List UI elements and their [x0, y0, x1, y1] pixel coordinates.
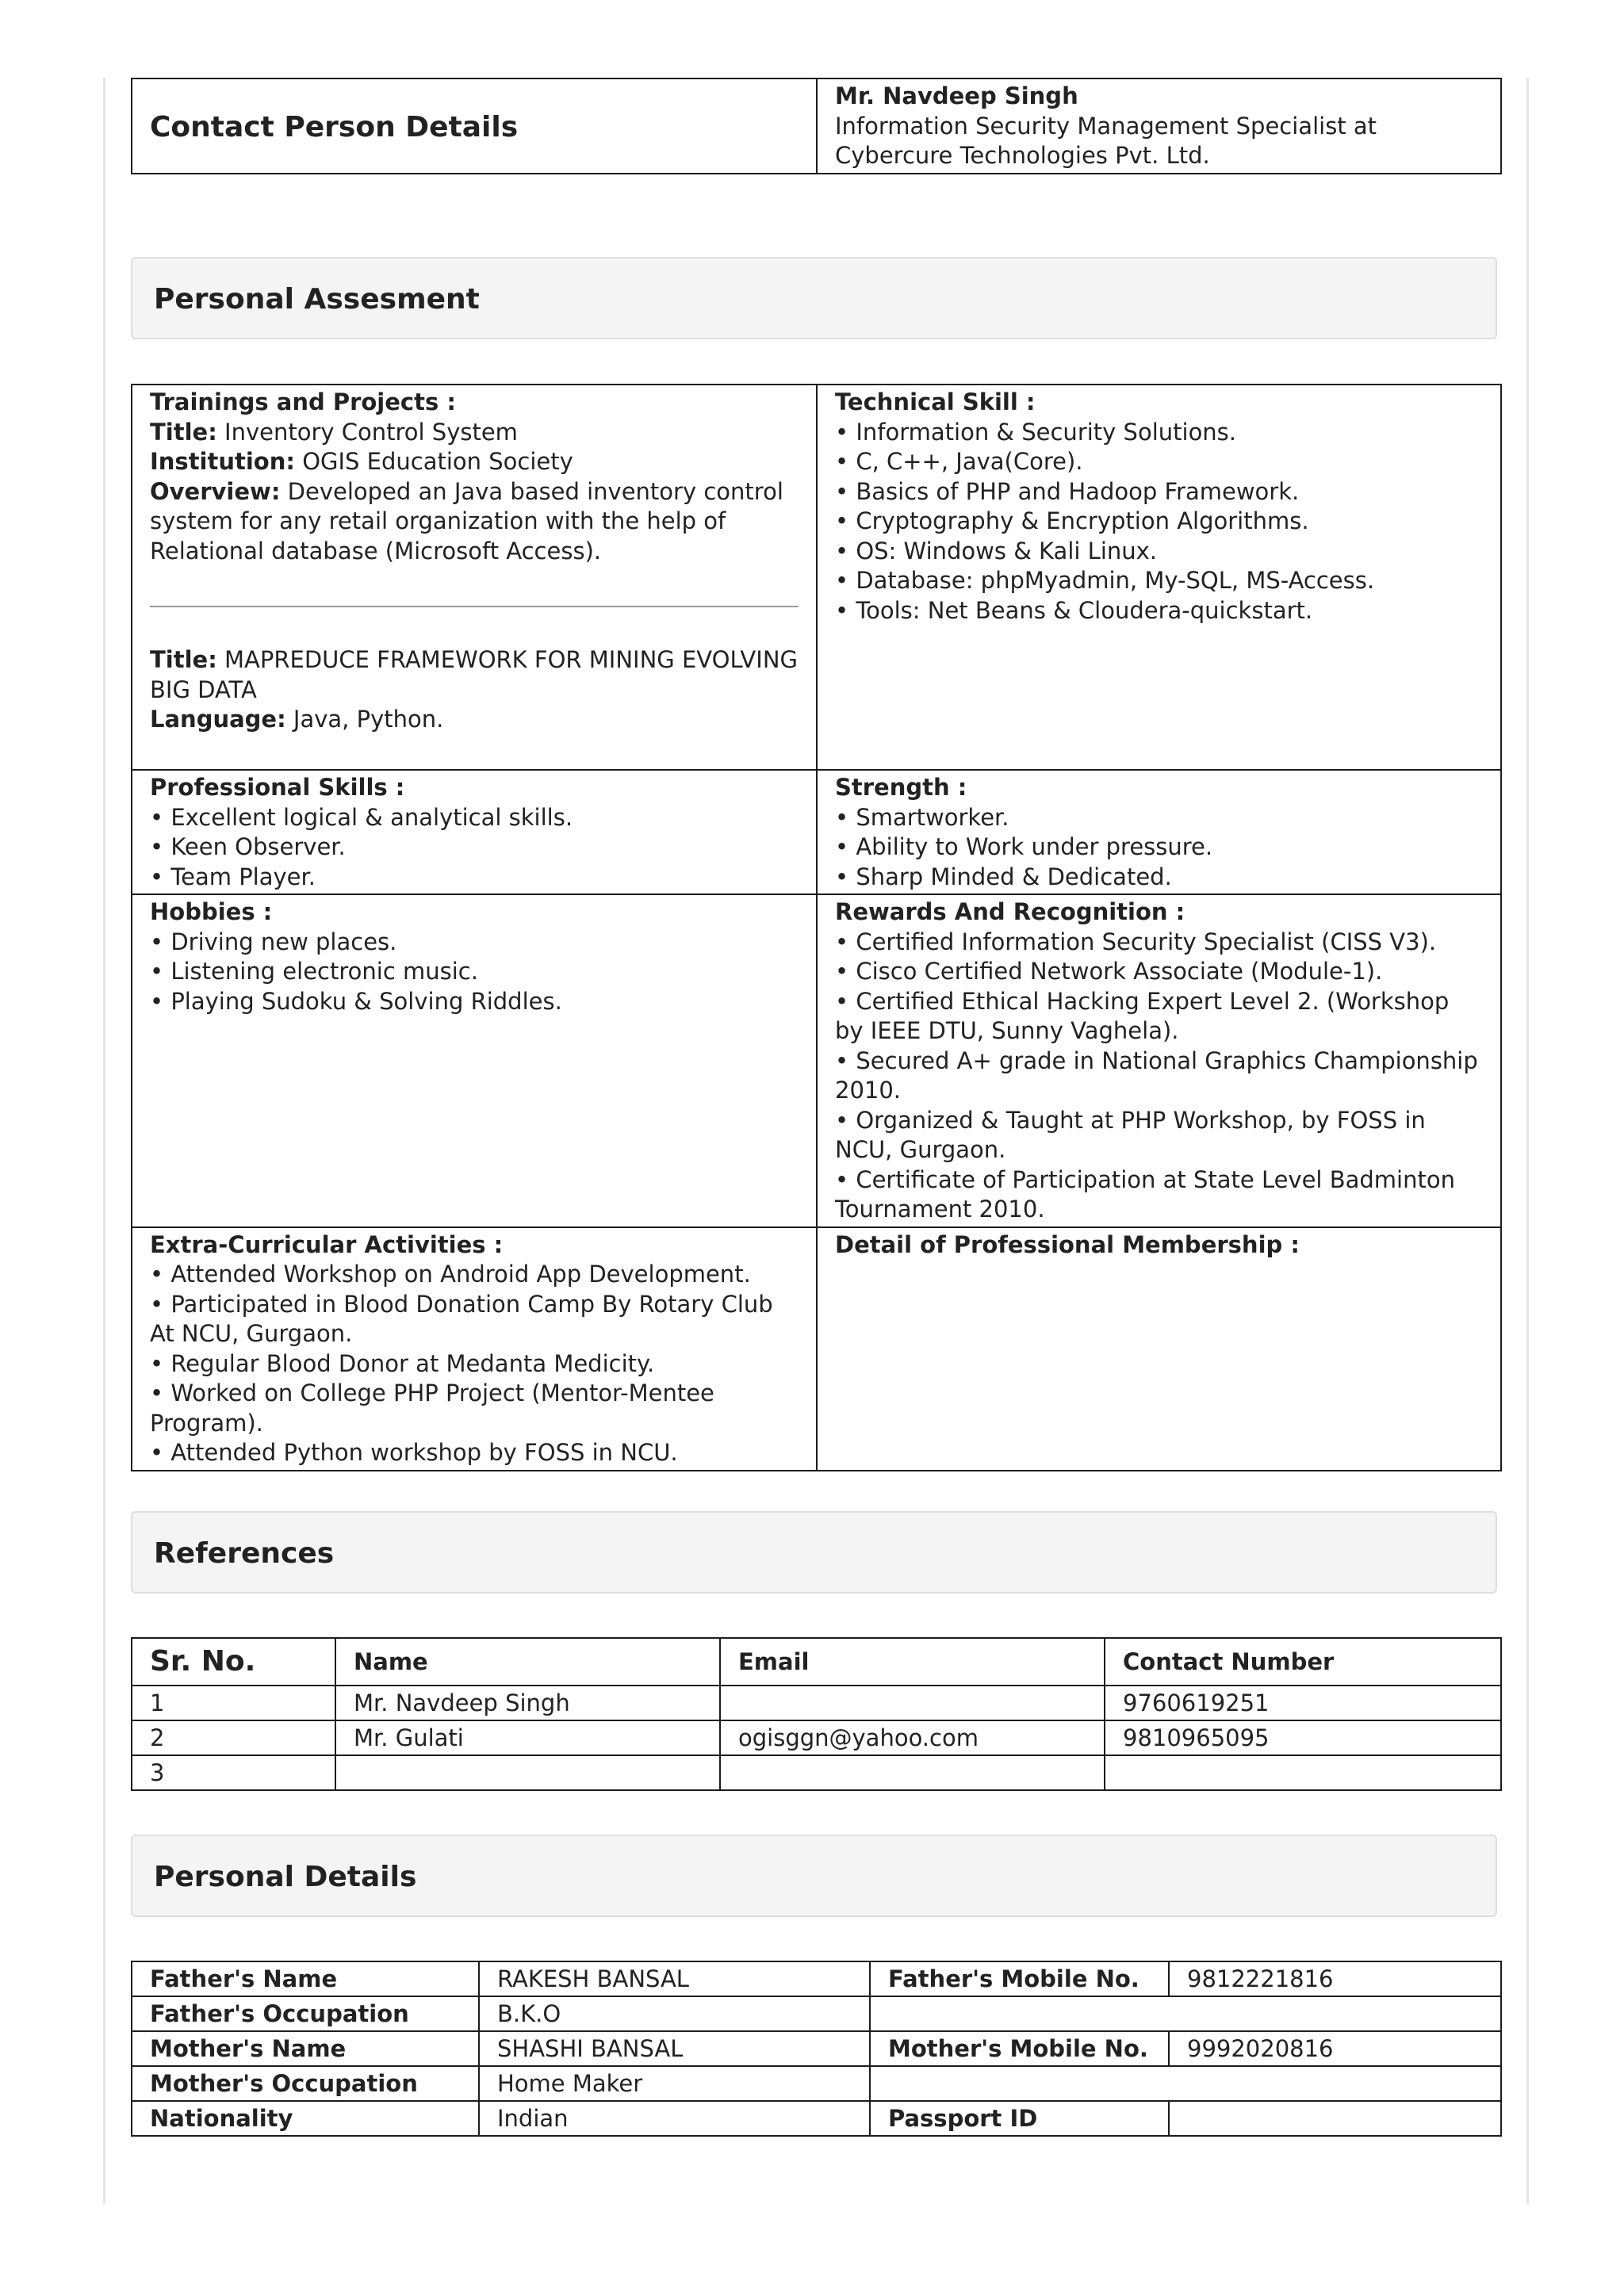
assessment-row-2	[132, 770, 1501, 894]
table-row	[132, 2031, 1501, 2066]
fathers-occupation-value: B.K.O	[479, 1996, 870, 2031]
fathers-name-value: RAKESH BANSAL	[479, 1961, 870, 1996]
ref-name: Mr. Navdeep Singh	[335, 1686, 720, 1720]
mothers-occupation-label: Mother's Occupation	[132, 2066, 479, 2101]
professional-skill-item: • Keen Observer.	[150, 833, 346, 860]
project2-language	[150, 705, 799, 735]
assessment-row-1	[132, 385, 1501, 770]
project2-language-label: Language:	[150, 706, 286, 733]
technical-skill-item: • Cryptography & Encryption Algorithms.	[835, 507, 1309, 534]
technical-skill-item: • Basics of PHP and Hadoop Framework.	[835, 477, 1300, 505]
extra-curricular-item: • Attended Workshop on Android App Development.	[150, 1261, 751, 1288]
fathers-occupation-label: Father's Occupation	[132, 1996, 479, 2031]
table-row	[132, 1755, 1501, 1790]
nationality-value: Indian	[479, 2101, 870, 2136]
ref-name	[335, 1755, 720, 1790]
professional-skills-heading: Professional Skills :	[150, 774, 405, 801]
personal-assessment-heading: Personal Assesment	[131, 257, 1497, 339]
project1-title	[150, 418, 799, 448]
project1-institution-label: Institution:	[150, 448, 295, 475]
references-table	[131, 1637, 1502, 1791]
project1-institution	[150, 447, 799, 477]
fathers-mobile-value: 9812221816	[1169, 1961, 1501, 1996]
reward-item: • Certificate of Participation at State Level Badminton Tournament 2010.	[835, 1165, 1455, 1223]
assessment-row-4	[132, 1227, 1501, 1471]
table-row	[132, 1996, 1501, 2031]
technical-skill-heading: Technical Skill :	[835, 388, 1036, 415]
hobby-item: • Playing Sudoku & Solving Riddles.	[150, 987, 562, 1015]
ref-contact: 9760619251	[1105, 1686, 1501, 1720]
project-divider	[150, 606, 799, 607]
table-row	[132, 1961, 1501, 1996]
extra-curricular-item: • Regular Blood Donor at Medanta Medicity.	[150, 1349, 655, 1377]
project1-title-value: Inventory Control System	[224, 418, 518, 446]
fathers-mobile-label: Father's Mobile No.	[870, 1961, 1169, 1996]
col-sr-no: Sr. No.	[132, 1638, 335, 1686]
hobby-item: • Listening electronic music.	[150, 958, 478, 985]
table-row	[132, 2101, 1501, 2136]
mothers-mobile-label: Mother's Mobile No.	[870, 2031, 1169, 2066]
strength-cell	[817, 770, 1501, 894]
technical-skill-item: • Database: phpMyadmin, My-SQL, MS-Access.	[835, 567, 1375, 594]
technical-skill-cell	[817, 385, 1501, 770]
professional-skill-item: • Excellent logical & analytical skills.	[150, 803, 573, 831]
strength-item: • Smartworker.	[835, 803, 1009, 831]
contact-person-table	[131, 78, 1502, 174]
contact-person-designation: Information Security Management Specialist at Cybercure Technologies Pvt. Ltd.	[835, 112, 1377, 169]
table-row	[132, 1720, 1501, 1755]
extra-curricular-item: • Attended Python workshop by FOSS in NCU.	[150, 1439, 678, 1466]
col-name: Name	[335, 1638, 720, 1686]
mothers-occupation-value: Home Maker	[479, 2066, 870, 2101]
membership-cell	[817, 1227, 1501, 1471]
project2-title-label: Title:	[150, 646, 217, 673]
personal-details-heading: Personal Details	[131, 1835, 1497, 1917]
empty-cell	[870, 2066, 1501, 2101]
rewards-cell	[817, 894, 1501, 1227]
extra-curricular-item: • Participated in Blood Donation Camp By Rotary Club At NCU, Gurgaon.	[150, 1290, 773, 1347]
personal-details-table	[131, 1961, 1502, 2137]
assessment-row-3	[132, 894, 1501, 1227]
contact-person-info	[817, 78, 1501, 174]
rewards-heading: Rewards And Recognition :	[835, 898, 1185, 925]
contact-person-row	[132, 78, 1501, 174]
hobby-item: • Driving new places.	[150, 928, 397, 955]
empty-cell	[870, 1996, 1501, 2031]
project1-institution-value: OGIS Education Society	[302, 448, 573, 475]
col-email: Email	[720, 1638, 1105, 1686]
project2-title-value: MAPREDUCE FRAMEWORK FOR MINING EVOLVING BIG DATA	[150, 646, 798, 703]
personal-assessment-table	[131, 384, 1502, 1471]
technical-skill-item: • OS: Windows & Kali Linux.	[835, 537, 1158, 564]
professional-skills-cell	[132, 770, 817, 894]
fathers-name-label: Father's Name	[132, 1961, 479, 1996]
ref-email	[720, 1755, 1105, 1790]
extra-curricular-cell	[132, 1227, 817, 1471]
reward-item: • Organized & Taught at PHP Workshop, by FOSS in NCU, Gurgaon.	[835, 1106, 1426, 1163]
mothers-mobile-value: 9992020816	[1169, 2031, 1501, 2066]
strength-heading: Strength :	[835, 774, 967, 801]
nationality-label: Nationality	[132, 2101, 479, 2136]
col-contact-number: Contact Number	[1105, 1638, 1501, 1686]
membership-heading: Detail of Professional Membership :	[835, 1230, 1300, 1258]
hobbies-cell	[132, 894, 817, 1227]
project2-title	[150, 645, 799, 705]
strength-item: • Ability to Work under pressure.	[835, 833, 1213, 860]
ref-sr: 1	[132, 1686, 335, 1720]
ref-email: ogisggn@yahoo.com	[720, 1720, 1105, 1755]
references-header-row	[132, 1638, 1501, 1686]
project1-overview-label: Overview:	[150, 477, 281, 505]
passport-label: Passport ID	[870, 2101, 1169, 2136]
hobbies-heading: Hobbies :	[150, 898, 273, 925]
ref-contact: 9810965095	[1105, 1720, 1501, 1755]
contact-person-name: Mr. Navdeep Singh	[835, 82, 1078, 109]
table-row	[132, 1686, 1501, 1720]
ref-email	[720, 1686, 1105, 1720]
project1-overview-value: Developed an Java based inventory control system for any retail organization with the help of Relational database (Microsoft Access).	[150, 477, 783, 564]
contact-person-label: Contact Person Details	[132, 78, 817, 174]
ref-name: Mr. Gulati	[335, 1720, 720, 1755]
ref-sr: 2	[132, 1720, 335, 1755]
reward-item: • Cisco Certified Network Associate (Module-1).	[835, 958, 1383, 985]
technical-skill-item: • Tools: Net Beans & Cloudera-quickstart.	[835, 596, 1313, 624]
project2-language-value: Java, Python.	[293, 706, 444, 733]
mothers-name-value: SHASHI BANSAL	[479, 2031, 870, 2066]
professional-skill-item: • Team Player.	[150, 863, 316, 890]
reward-item: • Certified Information Security Specialist (CISS V3).	[835, 928, 1437, 955]
mothers-name-label: Mother's Name	[132, 2031, 479, 2066]
passport-value	[1169, 2101, 1501, 2136]
table-row	[132, 2066, 1501, 2101]
page-right-border	[1526, 78, 1529, 2204]
strength-item: • Sharp Minded & Dedicated.	[835, 863, 1172, 890]
reward-item: • Secured A+ grade in National Graphics Championship 2010.	[835, 1047, 1478, 1104]
project1-title-label: Title:	[150, 418, 217, 446]
ref-sr: 3	[132, 1755, 335, 1790]
reward-item: • Certified Ethical Hacking Expert Level 2. (Workshop by IEEE DTU, Sunny Vaghela).	[835, 987, 1450, 1044]
technical-skill-item: • Information & Security Solutions.	[835, 418, 1237, 446]
references-heading: References	[131, 1511, 1497, 1594]
trainings-cell	[132, 385, 817, 770]
page-left-border	[103, 78, 105, 2204]
extra-curricular-item: • Worked on College PHP Project (Mentor-Mentee Program).	[150, 1380, 714, 1437]
trainings-heading: Trainings and Projects :	[150, 388, 456, 415]
project1-overview	[150, 477, 799, 567]
ref-contact	[1105, 1755, 1501, 1790]
technical-skill-item: • C, C++, Java(Core).	[835, 448, 1083, 475]
extra-curricular-heading: Extra-Curricular Activities :	[150, 1230, 504, 1258]
